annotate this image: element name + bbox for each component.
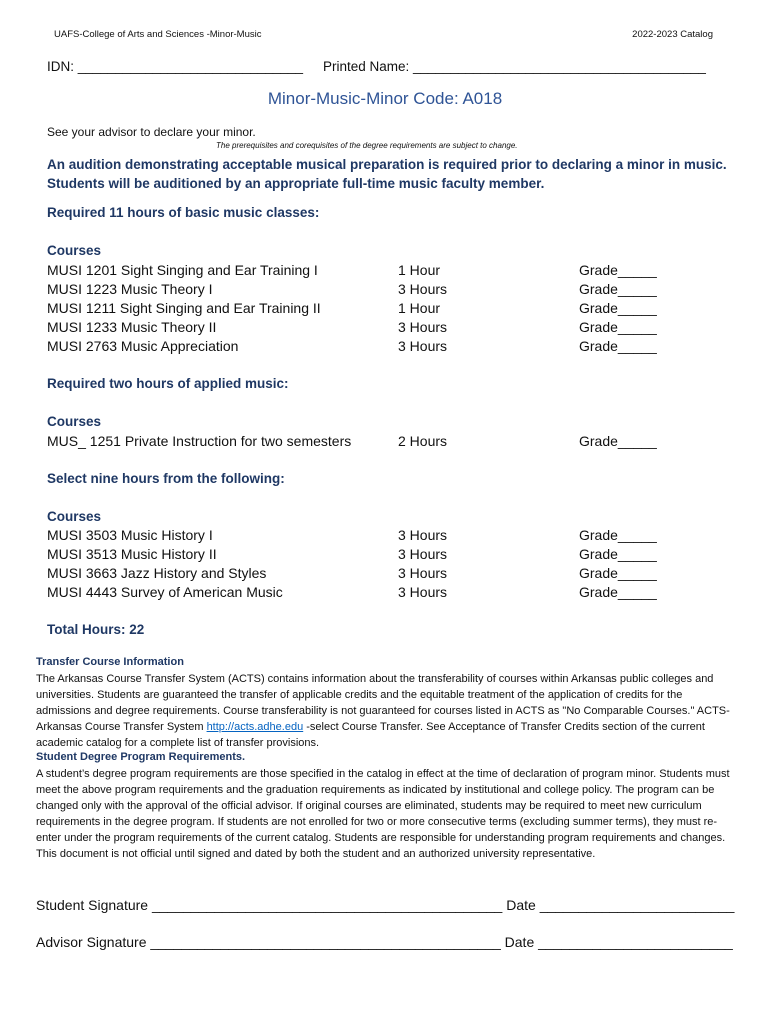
course-grade[interactable]: Grade_____	[579, 262, 657, 278]
course-grade[interactable]: Grade_____	[579, 338, 657, 354]
course-name: MUS_ 1251 Private Instruction for two semesters	[47, 433, 352, 449]
course-grade[interactable]: Grade_____	[579, 527, 657, 543]
courses-label: Courses	[47, 509, 102, 524]
transfer-heading: Transfer Course Information	[36, 656, 184, 668]
advisor-note: See your advisor to declare your minor.	[47, 125, 256, 139]
course-name: MUSI 3663 Jazz History and Styles	[47, 565, 267, 581]
header-left: UAFS-College of Arts and Sciences -Minor-Music	[54, 29, 262, 40]
course-grade[interactable]: Grade_____	[579, 433, 657, 449]
course-grade[interactable]: Grade_____	[579, 281, 657, 297]
transfer-text: The Arkansas Course Transfer System (ACTS) contains information about the transferability of courses within Arkansas public colleges and universities. Students are guaranteed the transfer of applicable credits and the equitable treatment of the application of credits for the admissions and degree requirements. Course transferability is not guaranteed for courses listed in ACTS as "No Comparable Courses." ACTS-Arkansas Course Transfer System	[36, 673, 730, 733]
course-hours: 1 Hour	[398, 300, 441, 316]
audition-line-1: An audition demonstrating acceptable musical preparation is required prior to declaring a minor in music.	[47, 157, 727, 172]
course-row	[47, 281, 677, 300]
course-name: MUSI 3513 Music History II	[47, 546, 217, 562]
course-row	[47, 584, 677, 603]
course-row	[47, 565, 677, 584]
course-hours: 2 Hours	[398, 433, 448, 449]
section-heading: Select nine hours from the following:	[47, 471, 285, 486]
audition-line-2: Students will be auditioned by an appropriate full-time music faculty member.	[47, 176, 545, 191]
course-hours: 3 Hours	[398, 527, 448, 543]
advisor-signature-line[interactable]: Advisor Signature _____________________________________________ Date _________________________	[36, 934, 733, 950]
course-name: MUSI 1223 Music Theory I	[47, 281, 213, 297]
degree-req-heading: Student Degree Program Requirements.	[36, 751, 246, 763]
course-row	[47, 527, 677, 546]
transfer-paragraph	[36, 671, 736, 751]
course-grade[interactable]: Grade_____	[579, 300, 657, 316]
course-row	[47, 433, 677, 452]
course-row	[47, 546, 677, 565]
audition-notice	[47, 155, 747, 193]
course-hours: 3 Hours	[398, 338, 448, 354]
student-signature-line[interactable]: Student Signature _____________________________________________ Date _________________________	[36, 897, 735, 913]
course-grade[interactable]: Grade_____	[579, 546, 657, 562]
course-row	[47, 300, 677, 319]
course-grade[interactable]: Grade_____	[579, 319, 657, 335]
page-title: Minor-Music-Minor Code: A018	[267, 89, 503, 108]
course-row	[47, 262, 677, 281]
course-hours: 3 Hours	[398, 319, 448, 335]
courses-label: Courses	[47, 243, 102, 258]
section-heading: Required 11 hours of basic music classes:	[47, 205, 320, 220]
course-hours: 3 Hours	[398, 281, 448, 297]
course-row	[47, 319, 677, 338]
acts-link[interactable]: http://acts.adhe.edu	[206, 721, 304, 733]
section-heading: Required two hours of applied music:	[47, 376, 289, 391]
prereq-note: The prerequisites and corequisites of the degree requirements are subject to change.	[216, 141, 518, 150]
course-name: MUSI 1201 Sight Singing and Ear Training I	[47, 262, 318, 278]
course-hours: 3 Hours	[398, 584, 448, 600]
course-name: MUSI 3503 Music History I	[47, 527, 213, 543]
transfer-text-end: -select Course Transfer. See Acceptance of Transfer Credits section of the current academic catalog for a complete list of transfer provisions.	[36, 721, 705, 749]
course-hours: 3 Hours	[398, 546, 448, 562]
course-name: MUSI 2763 Music Appreciation	[47, 338, 239, 354]
course-hours: 1 Hour	[398, 262, 441, 278]
course-name: MUSI 1233 Music Theory II	[47, 319, 217, 335]
course-name: MUSI 4443 Survey of American Music	[47, 584, 283, 600]
header-right: 2022-2023 Catalog	[632, 29, 713, 40]
course-hours: 3 Hours	[398, 565, 448, 581]
course-grade[interactable]: Grade_____	[579, 584, 657, 600]
courses-label: Courses	[47, 414, 102, 429]
course-grade[interactable]: Grade_____	[579, 565, 657, 581]
total-hours: Total Hours: 22	[47, 622, 145, 637]
course-name: MUSI 1211 Sight Singing and Ear Training II	[47, 300, 321, 316]
idn-field[interactable]: IDN: ______________________________	[47, 59, 303, 74]
printed-name-field[interactable]: Printed Name: _______________________________________	[323, 59, 706, 74]
degree-req-paragraph: A student’s degree program requirements are those specified in the catalog in effect at the time of declaration of program minor. Students must meet the above program requirements and the graduation requirements as indicated by institutional and college policy. The program can be changed only with the approval of the official advisor. If original courses are eliminated, students may be required to meet new curriculum requirements in the degree program. If students are not enrolled for two or more consecutive terms (excluding summer terms), they must re-enter under the program requirements of the current catalog. Students are responsible for understanding program requirements and changes. This document is not official until signed and dated by both the student and an authorized university representative.	[36, 768, 730, 860]
course-row	[47, 338, 677, 357]
